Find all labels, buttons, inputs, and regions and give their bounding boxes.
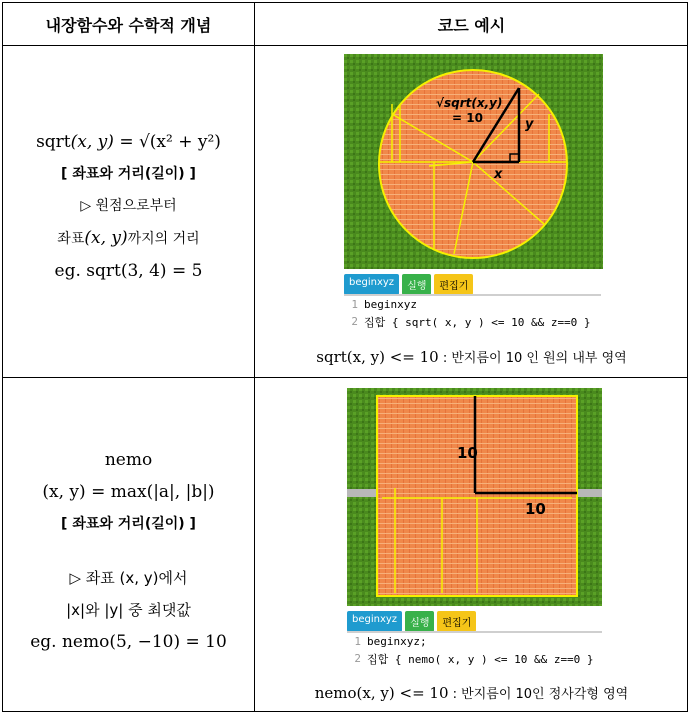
- sqrt-desc-line2: [57, 222, 199, 255]
- nemo-concept-cell: [3, 428, 254, 673]
- sqrt-caption-formula: sqrt(x, y) <= 10: [316, 348, 439, 366]
- header-concepts: 내장함수와 수학적 개념: [45, 15, 212, 35]
- code-text: beginxyz;: [367, 635, 427, 648]
- sqrt-beginxyz-button[interactable]: beginxyz: [344, 274, 399, 295]
- code-text: beginxyz: [364, 298, 417, 311]
- sqrt-bracket-label: [ 좌표와 거리(길이) ]: [61, 165, 196, 182]
- nemo-editor-button[interactable]: 편집기: [437, 611, 476, 632]
- code-text: 집합 { nemo( x, y ) <= 10 && z==0 }: [367, 652, 594, 666]
- triangle-y-label: y: [525, 117, 534, 132]
- square-vertical-label: 10: [457, 444, 478, 462]
- sqrt-caption-text: : 반지름이 10 인 원의 내부 영역: [438, 351, 627, 366]
- nemo-button-bar: [347, 611, 476, 632]
- sqrt-code-editor[interactable]: [344, 294, 601, 336]
- triangle-formula-label: √sqrt(x,y): [436, 96, 503, 110]
- sqrt-editor-button[interactable]: 편집기: [434, 274, 473, 295]
- code-line: [347, 633, 602, 650]
- line-number: 1: [351, 298, 358, 311]
- triangle-formula-value: = 10: [452, 111, 483, 125]
- sqrt-formula-rhs: = √(x² + y²): [119, 131, 221, 152]
- nemo-caption-formula: nemo(x, y) <= 10: [314, 684, 449, 702]
- sqrt-desc-line2-b: (x, y): [84, 227, 128, 248]
- sqrt-example: eg. sqrt(3, 4) = 5: [54, 260, 203, 281]
- concept-table: [2, 2, 688, 712]
- nemo-formula-line2: (x, y) = max(|a|, |b|): [42, 481, 215, 502]
- sqrt-desc-line2-c: 까지의 거리: [127, 230, 200, 247]
- sqrt-circle-picture: [344, 54, 603, 269]
- sqrt-concept-cell: [3, 101, 254, 311]
- sqrt-formula: [36, 126, 221, 158]
- triangle-x-label: x: [494, 167, 503, 182]
- nemo-square-picture: [347, 388, 602, 606]
- nemo-desc-line2: |x|와 |y| 중 최댓값: [66, 600, 191, 619]
- sqrt-formula-name: sqrt: [36, 131, 71, 152]
- sqrt-caption: [254, 347, 689, 366]
- header-code-examples: 코드 예시: [437, 15, 506, 35]
- header-divider: [3, 45, 687, 46]
- nemo-bracket-label: [ 좌표와 거리(길이) ]: [61, 515, 196, 532]
- code-line: [347, 650, 602, 667]
- code-line: [344, 313, 601, 330]
- nemo-desc-line1: ▷ 좌표 (x, y)에서: [69, 568, 188, 587]
- nemo-run-button[interactable]: 실행: [405, 611, 434, 632]
- sqrt-desc-line1: ▷ 원점으로부터: [80, 197, 177, 214]
- row-divider: [3, 377, 687, 378]
- line-number: 2: [351, 315, 358, 328]
- nemo-formula-line1: nemo: [104, 449, 153, 470]
- square-horizontal-label: 10: [525, 500, 546, 518]
- line-number: 1: [354, 635, 361, 648]
- sqrt-button-bar: [344, 274, 473, 295]
- sqrt-desc-line2-a: 좌표: [57, 230, 85, 247]
- nemo-code-editor[interactable]: [347, 631, 602, 673]
- nemo-caption-text: : 반지름이 10인 정사각형 영역: [448, 687, 629, 702]
- code-line: [344, 296, 601, 313]
- nemo-beginxyz-button[interactable]: beginxyz: [347, 611, 402, 632]
- nemo-caption: [254, 683, 689, 702]
- sqrt-run-button[interactable]: 실행: [402, 274, 431, 295]
- code-text: 집합 { sqrt( x, y ) <= 10 && z==0 }: [364, 315, 591, 329]
- line-number: 2: [354, 652, 361, 665]
- nemo-example: eg. nemo(5, −10) = 10: [30, 631, 227, 652]
- sqrt-formula-args: (x, y): [70, 131, 114, 152]
